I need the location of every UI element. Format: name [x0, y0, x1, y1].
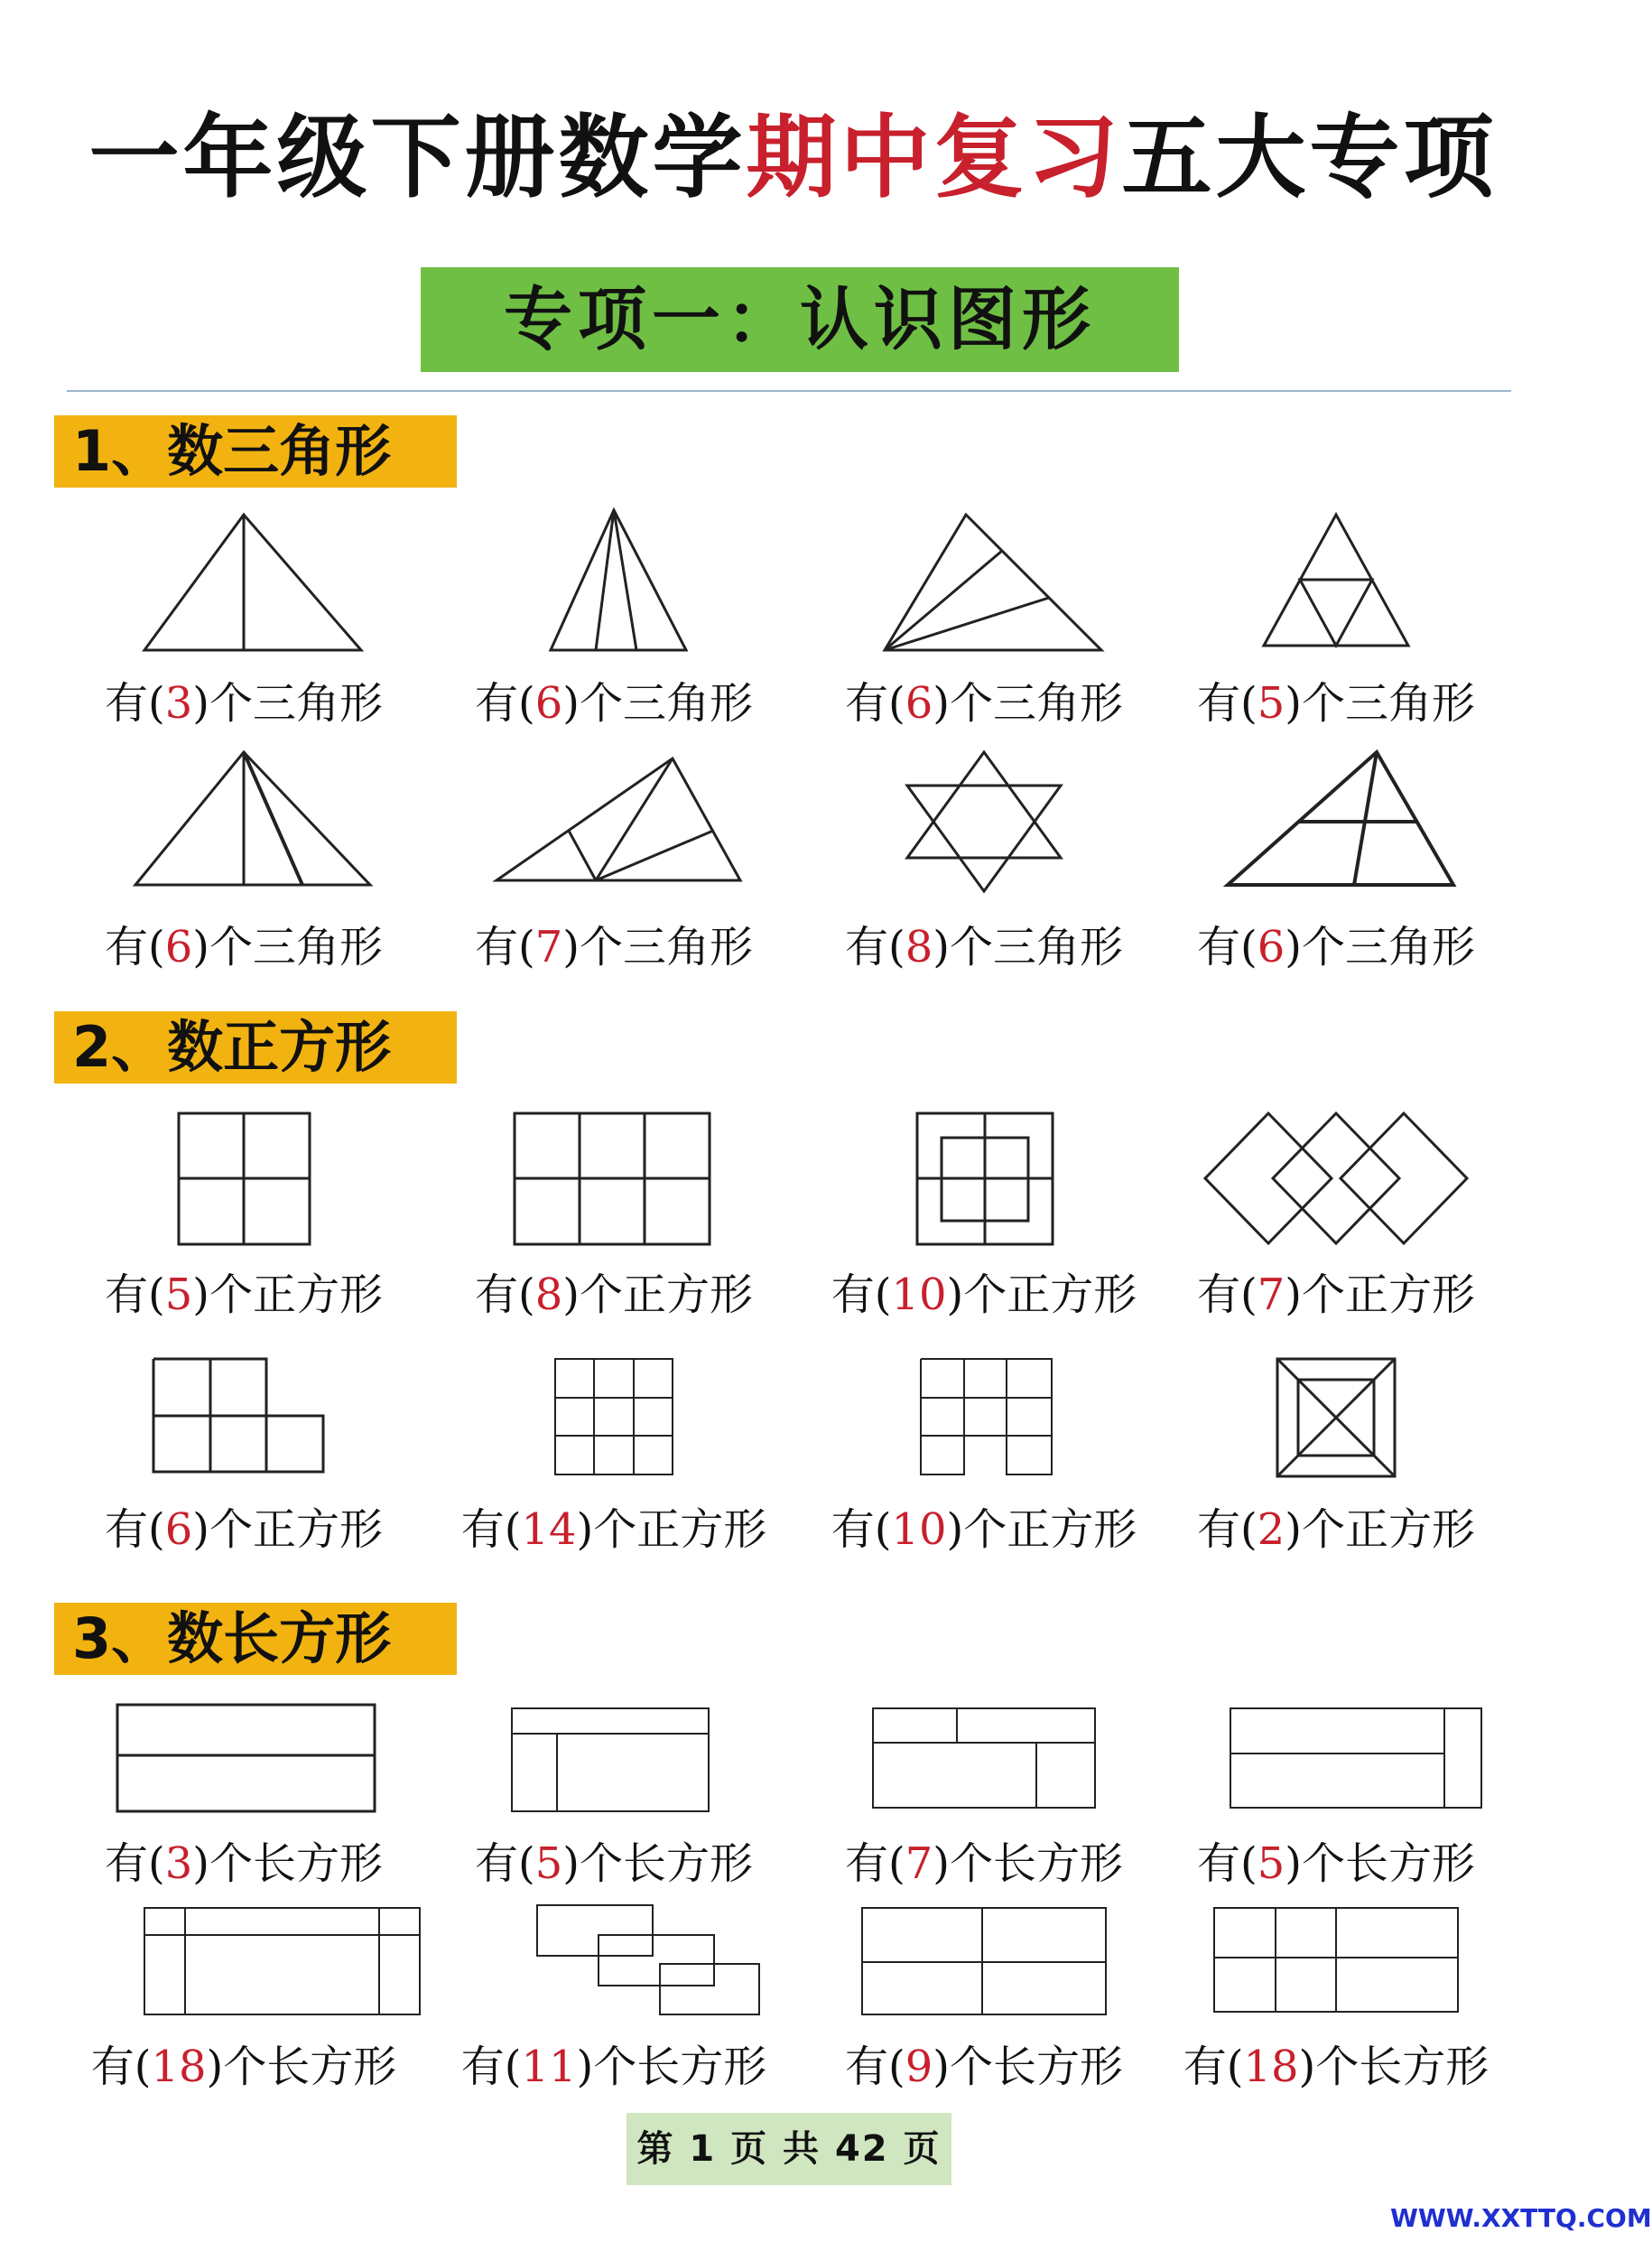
caption-answer: 11 [521, 2042, 577, 2092]
section-heading-rectangles: 3、数长方形 [54, 1603, 457, 1675]
rectangle-figure-1 [54, 1698, 433, 1819]
caption-answer: 14 [521, 1504, 577, 1555]
caption-answer: 6 [1257, 922, 1285, 972]
caption-post: )个三角形 [562, 678, 753, 729]
caption-pre: 有( [474, 922, 535, 972]
square-caption-1 [54, 1260, 433, 1322]
caption-post: )个长方形 [192, 1838, 383, 1889]
triangle-caption-3 [794, 668, 1174, 730]
triangle-caption-4 [1146, 668, 1526, 730]
square-caption-3 [794, 1260, 1174, 1322]
page-title [0, 99, 1586, 217]
square-caption-4 [1146, 1260, 1526, 1322]
square-drawing-3 [849, 1106, 1119, 1251]
rectangle-caption-6 [424, 2032, 803, 2094]
caption-pre: 有( [1196, 1270, 1258, 1320]
caption-pre: 有( [1196, 678, 1258, 729]
caption-answer: 10 [891, 1270, 947, 1320]
caption-answer: 18 [151, 2042, 207, 2092]
caption-post: )个长方形 [1298, 2042, 1490, 2092]
triangle-caption-2 [424, 668, 803, 730]
caption-pre: 有( [474, 1838, 535, 1889]
caption-post: )个长方形 [1285, 1838, 1475, 1889]
triangle-caption-5 [54, 912, 433, 974]
rectangle-drawing-3 [840, 1698, 1128, 1819]
caption-post: )个正方形 [192, 1504, 383, 1555]
caption-pre: 有( [104, 678, 165, 729]
triangle-figure-8 [1146, 745, 1526, 898]
caption-pre: 有( [844, 922, 905, 972]
caption-pre: 有( [831, 1504, 892, 1555]
caption-pre: 有( [90, 2042, 152, 2092]
footer-url: WWW.XXTTQ.COM [1390, 2203, 1652, 2233]
rectangle-drawing-8 [1192, 1901, 1480, 2023]
caption-post: )个三角形 [1285, 678, 1475, 729]
caption-answer: 8 [905, 922, 933, 972]
title-part1: 一年级下册数学 [88, 105, 747, 210]
rectangle-figure-5 [54, 1901, 433, 2023]
triangle-caption-1 [54, 668, 433, 730]
square-drawing-4 [1192, 1106, 1480, 1251]
caption-answer: 6 [534, 678, 563, 729]
caption-pre: 有( [844, 2042, 905, 2092]
rectangle-figure-4 [1146, 1698, 1526, 1819]
section-heading-squares: 2、数正方形 [54, 1011, 457, 1084]
caption-post: )个正方形 [946, 1504, 1137, 1555]
caption-answer: 7 [905, 1838, 933, 1889]
caption-pre: 有( [1183, 2042, 1244, 2092]
square-caption-8 [1146, 1494, 1526, 1557]
caption-pre: 有( [474, 678, 535, 729]
caption-answer: 7 [534, 922, 563, 972]
square-figure-7 [794, 1354, 1174, 1481]
triangle-figure-5 [54, 745, 433, 898]
caption-post: )个长方形 [576, 2042, 767, 2092]
caption-answer: 5 [534, 1838, 563, 1889]
rectangle-caption-5 [54, 2032, 433, 2094]
triangle-drawing-3 [849, 506, 1119, 668]
page-number: 第 1 页 共 42 页 [626, 2113, 951, 2185]
triangle-drawing-1 [108, 506, 379, 668]
rectangle-figure-7 [794, 1901, 1174, 2023]
caption-post: )个正方形 [1285, 1270, 1475, 1320]
caption-post: )个正方形 [562, 1270, 753, 1320]
rectangle-figure-6 [424, 1901, 803, 2023]
caption-answer: 9 [905, 2042, 933, 2092]
title-part2: 五大专项 [1121, 105, 1498, 210]
subtitle-banner: 专项一：认识图形 [421, 267, 1179, 372]
rectangle-figure-3 [794, 1698, 1174, 1819]
caption-post: )个正方形 [946, 1270, 1137, 1320]
square-drawing-8 [1201, 1354, 1471, 1481]
triangle-figure-1 [54, 506, 433, 668]
square-figure-5 [54, 1354, 433, 1481]
caption-pre: 有( [844, 1838, 905, 1889]
caption-pre: 有( [104, 1838, 165, 1889]
triangle-figure-3 [794, 506, 1174, 668]
section-heading-triangles: 1、数三角形 [54, 415, 457, 488]
triangle-drawing-6 [469, 745, 758, 898]
triangle-drawing-5 [99, 745, 388, 898]
triangle-drawing-8 [1192, 745, 1480, 898]
caption-pre: 有( [460, 2042, 522, 2092]
rectangle-drawing-4 [1192, 1698, 1480, 1819]
caption-post: )个三角形 [933, 678, 1123, 729]
caption-answer: 8 [534, 1270, 563, 1320]
rectangle-caption-1 [54, 1828, 433, 1891]
triangle-caption-6 [424, 912, 803, 974]
triangle-drawing-2 [478, 506, 749, 668]
triangle-figure-2 [424, 506, 803, 668]
square-figure-2 [424, 1106, 803, 1251]
caption-answer: 18 [1243, 2042, 1299, 2092]
caption-pre: 有( [1196, 1838, 1258, 1889]
caption-answer: 6 [164, 1504, 193, 1555]
square-drawing-1 [108, 1106, 379, 1251]
rectangle-drawing-7 [840, 1901, 1128, 2023]
square-figure-4 [1146, 1106, 1526, 1251]
square-drawing-2 [478, 1106, 749, 1251]
rectangle-drawing-2 [469, 1698, 758, 1819]
caption-pre: 有( [831, 1270, 892, 1320]
triangle-drawing-4 [1201, 506, 1471, 668]
triangle-figure-6 [424, 745, 803, 898]
caption-pre: 有( [460, 1504, 522, 1555]
square-drawing-5 [108, 1354, 379, 1481]
caption-answer: 7 [1257, 1270, 1285, 1320]
caption-pre: 有( [1196, 1504, 1258, 1555]
rectangle-caption-3 [794, 1828, 1174, 1891]
caption-post: )个正方形 [192, 1270, 383, 1320]
caption-post: )个长方形 [933, 1838, 1123, 1889]
caption-answer: 6 [905, 678, 933, 729]
rectangle-drawing-1 [99, 1698, 388, 1819]
caption-post: )个三角形 [1285, 922, 1475, 972]
divider [67, 390, 1511, 392]
triangle-caption-7 [794, 912, 1174, 974]
caption-post: )个正方形 [576, 1504, 767, 1555]
caption-answer: 5 [1257, 1838, 1285, 1889]
square-figure-6 [424, 1354, 803, 1481]
square-drawing-6 [478, 1354, 749, 1481]
caption-post: )个三角形 [192, 678, 383, 729]
triangle-caption-8 [1146, 912, 1526, 974]
triangle-drawing-7 [849, 745, 1119, 898]
caption-post: )个长方形 [562, 1838, 753, 1889]
caption-pre: 有( [104, 1270, 165, 1320]
caption-pre: 有( [844, 678, 905, 729]
square-caption-5 [54, 1494, 433, 1557]
rectangle-caption-8 [1146, 2032, 1526, 2094]
caption-post: )个正方形 [1285, 1504, 1475, 1555]
triangle-figure-4 [1146, 506, 1526, 668]
square-drawing-7 [849, 1354, 1119, 1481]
rectangle-figure-2 [424, 1698, 803, 1819]
caption-answer: 10 [891, 1504, 947, 1555]
caption-pre: 有( [104, 1504, 165, 1555]
rectangle-figure-8 [1146, 1901, 1526, 2023]
caption-answer: 5 [164, 1270, 193, 1320]
caption-post: )个三角形 [933, 922, 1123, 972]
square-figure-8 [1146, 1354, 1526, 1481]
title-highlight: 期中复习 [746, 105, 1122, 210]
square-caption-7 [794, 1494, 1174, 1557]
square-figure-1 [54, 1106, 433, 1251]
caption-answer: 6 [164, 922, 193, 972]
rectangle-caption-7 [794, 2032, 1174, 2094]
rectangle-caption-2 [424, 1828, 803, 1891]
square-caption-6 [424, 1494, 803, 1557]
triangle-figure-7 [794, 745, 1174, 898]
caption-pre: 有( [474, 1270, 535, 1320]
caption-pre: 有( [1196, 922, 1258, 972]
caption-answer: 5 [1257, 678, 1285, 729]
caption-answer: 3 [164, 678, 193, 729]
rectangle-caption-4 [1146, 1828, 1526, 1891]
rectangle-drawing-6 [469, 1901, 758, 2023]
caption-post: )个三角形 [562, 922, 753, 972]
caption-answer: 3 [164, 1838, 193, 1889]
caption-post: )个长方形 [933, 2042, 1123, 2092]
caption-pre: 有( [104, 922, 165, 972]
caption-post: )个长方形 [206, 2042, 397, 2092]
rectangle-drawing-5 [90, 1901, 397, 2023]
caption-post: )个三角形 [192, 922, 383, 972]
square-figure-3 [794, 1106, 1174, 1251]
caption-answer: 2 [1257, 1504, 1285, 1555]
square-caption-2 [424, 1260, 803, 1322]
